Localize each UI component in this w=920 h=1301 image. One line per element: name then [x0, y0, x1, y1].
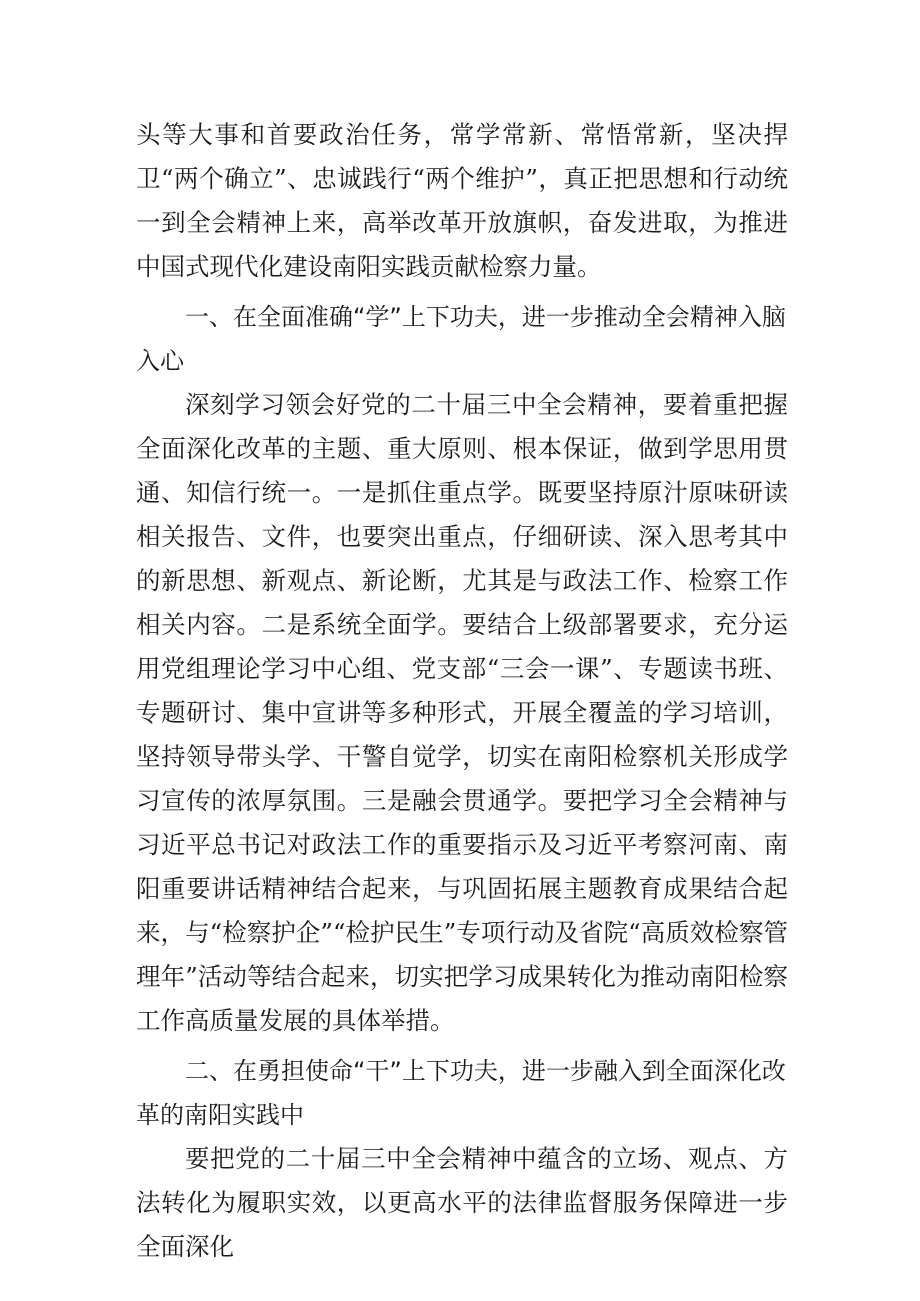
- paragraph-intro-continuation: 头等大事和首要政治任务，常学常新、常悟常新，坚决捍卫“两个确立”、忠诚践行“两个维护”，真正把思想和行动统一到全会精神上来，高举改革开放旗帜，奋发进取，为推进中国式现代化建设南阳实践贡献检察力量。: [136, 120, 788, 281]
- section-2-paragraph: 要把党的二十届三中全会精神中蕴含的立场、观点、方法转化为履职实效，以更高水平的法律监督服务保障进一步全面深化: [136, 1144, 788, 1261]
- section-heading-2: 二、在勇担使命“干”上下功夫，进一步融入到全面深化改革的南阳实践中: [136, 1057, 786, 1129]
- section-heading-1: 一、在全面准确“学”上下功夫，进一步推动全会精神入脑入心: [136, 303, 786, 375]
- section-1-paragraph: 深刻学习领会好党的二十届三中全会精神，要着重把握全面深化改革的主题、重大原则、根本保证，做到学思用贯通、知信行统一。一是抓住重点学。既要坚持原汁原味研读相关报告、文件，也要突出重点，仔细研读、深入思考其中的新思想、新观点、新论断，尤其是与政法工作、检察工作相关内容。二是系统全面学。要结合上级部署要求，充分运用党组理论学习中心组、党支部“三会一课”、专题读书班、专题研讨、集中宣讲等多种形式，开展全覆盖的学习培训，坚持领导带头学、干警自觉学，切实在南阳检察机关形成学习宣传的浓厚氛围。三是融会贯通学。要把学习全会精神与习近平总书记对政法工作的重要指示及习近平考察河南、南阳重要讲话精神结合起来，与巩固拓展主题教育成果结合起来，与“检察护企”“检护民生”专项行动及省院“高质效检察管理年”活动等结合起来，切实把学习成果转化为推动南阳检察工作高质量发展的具体举措。: [136, 390, 788, 1035]
- document-body: [136, 113, 788, 1269]
